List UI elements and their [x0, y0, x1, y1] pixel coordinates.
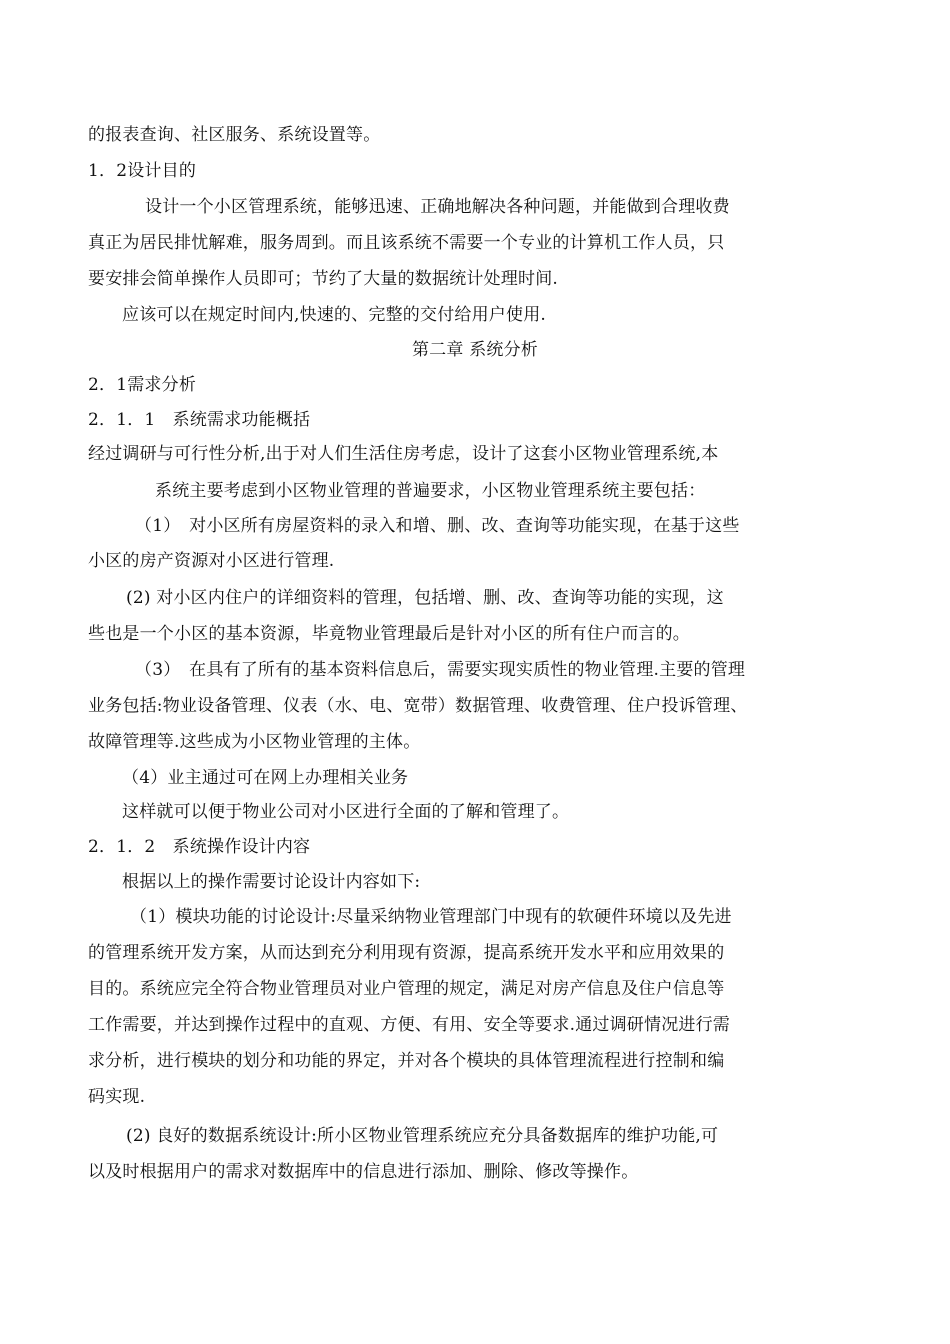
- section-heading-2-1: 2．1需求分析: [88, 375, 197, 395]
- text-line: 这样就可以便于物业公司对小区进行全面的了解和管理了。: [122, 802, 570, 822]
- text-line: 真正为居民排忧解难，服务周到。而且该系统不需要一个专业的计算机工作人员，只: [88, 233, 725, 253]
- text-line: 要安排会简单操作人员即可；节约了大量的数据统计处理时间.: [88, 269, 559, 289]
- section-heading-2-1-2: 2．1．2 系统操作设计内容: [88, 837, 311, 857]
- text-line: 系统主要考虑到小区物业管理的普遍要求，小区物业管理系统主要包括：: [155, 481, 706, 501]
- list-item-2: (2) 对小区内住户的详细资料的管理，包括增、删、改、查询等功能的实现，这: [126, 588, 724, 608]
- list-item-1: （1）模块功能的讨论设计:尽量采纳物业管理部门中现有的软硬件环境以及先进: [130, 907, 732, 927]
- text-line: 设计一个小区管理系统，能够迅速、正确地解决各种问题，并能做到合理收费: [145, 197, 730, 217]
- text-line: 目的。系统应完全符合物业管理员对业户管理的规定，满足对房产信息及住户信息等: [88, 979, 725, 999]
- list-item-2: (2) 良好的数据系统设计:所小区物业管理系统应充分具备数据库的维护功能,可: [126, 1126, 719, 1146]
- text-line: 工作需要，并达到操作过程中的直观、方便、有用、安全等要求.通过调研情况进行需: [88, 1015, 731, 1035]
- text-line: 故障管理等.这些成为小区物业管理的主体。: [88, 732, 421, 752]
- text-line: 的报表查询、社区服务、系统设置等。: [88, 125, 381, 145]
- section-heading-2-1-1: 2．1．1 系统需求功能概括: [88, 410, 311, 430]
- text-line: 经过调研与可行性分析,出于对人们生活住房考虑，设计了这套小区物业管理系统,本: [88, 444, 719, 464]
- text-line: 些也是一个小区的基本资源，毕竟物业管理最后是针对小区的所有住户而言的。: [88, 624, 690, 644]
- text-line: 业务包括:物业设备管理、仪表（水、电、宽带）数据管理、收费管理、住户投诉管理、: [88, 696, 748, 716]
- text-line: 根据以上的操作需要讨论设计内容如下:: [122, 872, 421, 892]
- text-line: 求分析，进行模块的划分和功能的界定，并对各个模块的具体管理流程进行控制和编: [88, 1051, 725, 1071]
- chapter-title: 第二章 系统分析: [411, 340, 538, 360]
- section-heading-1-2: 1．2设计目的: [88, 161, 197, 181]
- list-item-3: （3） 在具有了所有的基本资料信息后，需要实现实质性的物业管理.主要的管理: [135, 660, 746, 680]
- list-item-4: （4）业主通过可在网上办理相关业务: [122, 768, 409, 788]
- text-line: 码实现.: [88, 1087, 146, 1107]
- text-line: 以及时根据用户的需求对数据库中的信息进行添加、删除、修改等操作。: [88, 1162, 639, 1182]
- text-line: 应该可以在规定时间内,快速的、完整的交付给用户使用.: [122, 305, 547, 325]
- text-line: 小区的房产资源对小区进行管理.: [88, 551, 335, 571]
- list-item-1: （1） 对小区所有房屋资料的录入和增、删、改、查询等功能实现，在基于这些: [135, 516, 740, 536]
- text-line: 的管理系统开发方案，从而达到充分利用现有资源，提高系统开发水平和应用效果的: [88, 943, 725, 963]
